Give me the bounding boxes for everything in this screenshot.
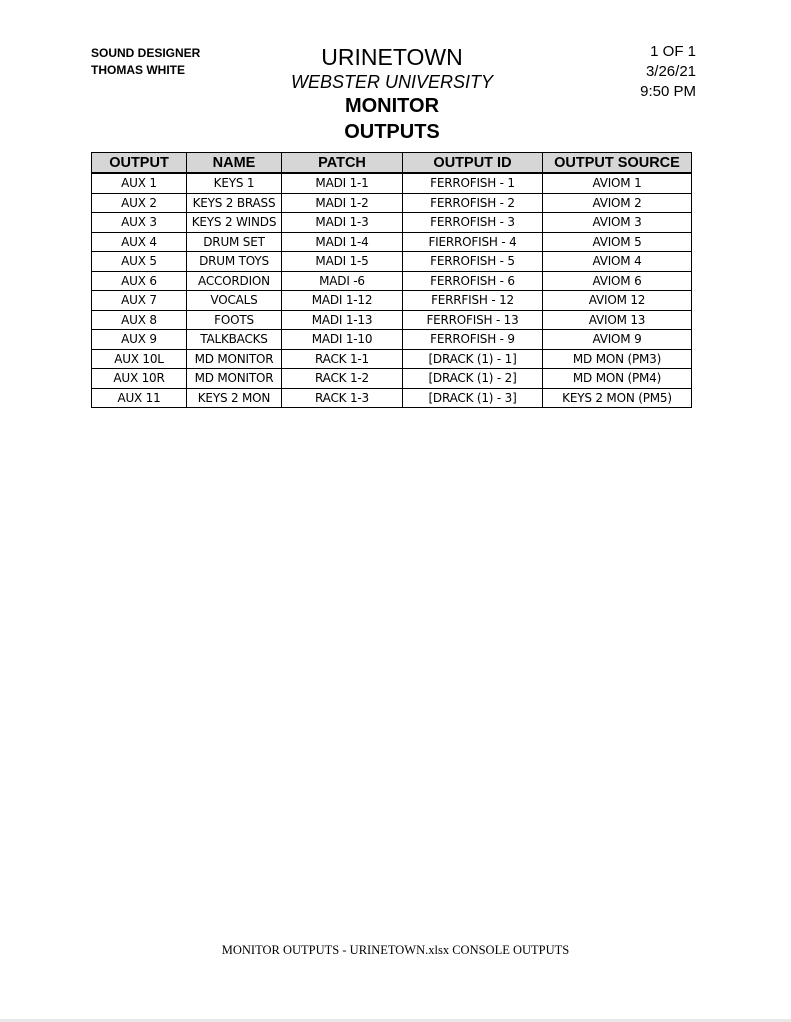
table-row: [92, 213, 692, 233]
show-title: URINETOWN: [321, 44, 463, 70]
patch-cell: RACK 1-1: [282, 349, 403, 369]
output-cell: AUX 6: [92, 271, 187, 291]
patch-cell: MADI 1-12: [282, 291, 403, 311]
output-cell: AUX 4: [92, 232, 187, 252]
table-row: [92, 388, 692, 408]
output-cell: AUX 10L: [92, 349, 187, 369]
column-header-output-source: OUTPUT SOURCE: [543, 153, 692, 174]
patch-cell: MADI 1-1: [282, 173, 403, 193]
designer-credit: [91, 45, 200, 79]
output-id-cell: [DRACK (1) - 3]: [403, 388, 543, 408]
output-cell: AUX 5: [92, 252, 187, 272]
output-cell: AUX 7: [92, 291, 187, 311]
designer-name: THOMAS WHITE: [91, 63, 185, 77]
patch-cell: MADI 1-3: [282, 213, 403, 233]
report-title-line1: MONITOR: [344, 95, 440, 117]
output-source-cell: KEYS 2 MON (PM5): [543, 388, 692, 408]
name-cell: DRUM TOYS: [187, 252, 282, 272]
venue-name: WEBSTER UNIVERSITY: [290, 72, 494, 92]
table-row: [92, 291, 692, 311]
output-cell: AUX 3: [92, 213, 187, 233]
name-cell: DRUM SET: [187, 232, 282, 252]
output-cell: AUX 1: [92, 173, 187, 193]
title-block: [262, 43, 522, 145]
table-body: [92, 173, 692, 408]
table-row: [92, 193, 692, 213]
name-cell: VOCALS: [187, 291, 282, 311]
output-source-cell: AVIOM 4: [543, 252, 692, 272]
patch-cell: MADI -6: [282, 271, 403, 291]
output-id-cell: [DRACK (1) - 2]: [403, 369, 543, 389]
column-header-patch: PATCH: [282, 153, 403, 174]
table-row: [92, 271, 692, 291]
output-source-cell: AVIOM 2: [543, 193, 692, 213]
output-id-cell: FIERROFISH - 4: [403, 232, 543, 252]
output-id-cell: FERROFISH - 1: [403, 173, 543, 193]
name-cell: TALKBACKS: [187, 330, 282, 350]
output-source-cell: AVIOM 13: [543, 310, 692, 330]
print-date: 3/26/21: [645, 63, 696, 80]
table-row: [92, 232, 692, 252]
report-title-line2: OUTPUTS: [344, 121, 440, 143]
output-cell: AUX 2: [92, 193, 187, 213]
output-cell: AUX 11: [92, 388, 187, 408]
table-row: [92, 173, 692, 193]
output-source-cell: AVIOM 6: [543, 271, 692, 291]
output-id-cell: FERROFISH - 13: [403, 310, 543, 330]
output-id-cell: FERRFISH - 12: [403, 291, 543, 311]
patch-cell: MADI 1-13: [282, 310, 403, 330]
column-header-output-id: OUTPUT ID: [403, 153, 543, 174]
print-time: 9:50 PM: [640, 83, 696, 100]
name-cell: MD MONITOR: [187, 349, 282, 369]
patch-cell: MADI 1-2: [282, 193, 403, 213]
monitor-outputs-table: [91, 152, 692, 408]
patch-cell: RACK 1-3: [282, 388, 403, 408]
output-source-cell: MD MON (PM4): [543, 369, 692, 389]
name-cell: KEYS 2 MON: [187, 388, 282, 408]
output-id-cell: FERROFISH - 6: [403, 271, 543, 291]
output-cell: AUX 8: [92, 310, 187, 330]
output-source-cell: AVIOM 1: [543, 173, 692, 193]
name-cell: MD MONITOR: [187, 369, 282, 389]
page-meta: [640, 42, 696, 102]
output-source-cell: AVIOM 9: [543, 330, 692, 350]
designer-role: SOUND DESIGNER: [91, 46, 201, 60]
table-row: [92, 349, 692, 369]
output-source-cell: AVIOM 5: [543, 232, 692, 252]
table-row: [92, 330, 692, 350]
output-id-cell: FERROFISH - 3: [403, 213, 543, 233]
patch-cell: MADI 1-10: [282, 330, 403, 350]
table-row: [92, 369, 692, 389]
page-footer: MONITOR OUTPUTS - URINETOWN.xlsx CONSOLE OUTPUTS: [221, 943, 570, 957]
output-id-cell: FERROFISH - 2: [403, 193, 543, 213]
table-header-row: [92, 153, 692, 174]
output-source-cell: AVIOM 12: [543, 291, 692, 311]
column-header-name: NAME: [187, 153, 282, 174]
name-cell: KEYS 1: [187, 173, 282, 193]
name-cell: KEYS 2 WINDS: [187, 213, 282, 233]
output-source-cell: MD MON (PM3): [543, 349, 692, 369]
table-row: [92, 310, 692, 330]
output-cell: AUX 9: [92, 330, 187, 350]
output-id-cell: FERROFISH - 5: [403, 252, 543, 272]
name-cell: FOOTS: [187, 310, 282, 330]
table-row: [92, 252, 692, 272]
page-count: 1 OF 1: [650, 43, 696, 60]
patch-cell: MADI 1-4: [282, 232, 403, 252]
column-header-output: OUTPUT: [92, 153, 187, 174]
output-source-cell: AVIOM 3: [543, 213, 692, 233]
name-cell: KEYS 2 BRASS: [187, 193, 282, 213]
output-id-cell: FERROFISH - 9: [403, 330, 543, 350]
output-id-cell: [DRACK (1) - 1]: [403, 349, 543, 369]
patch-cell: RACK 1-2: [282, 369, 403, 389]
output-cell: AUX 10R: [92, 369, 187, 389]
name-cell: ACCORDION: [187, 271, 282, 291]
patch-cell: MADI 1-5: [282, 252, 403, 272]
